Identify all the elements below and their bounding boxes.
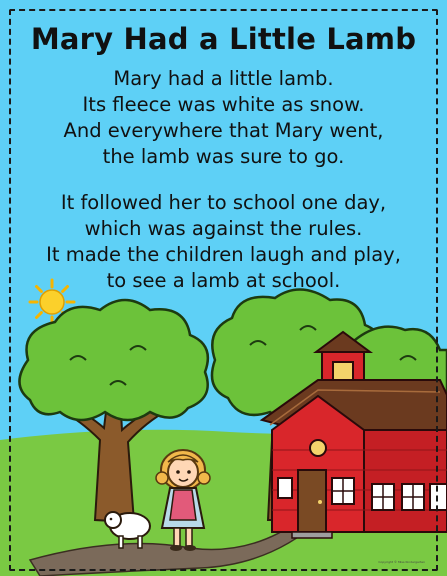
poem-line: Its fleece was white as snow. (82, 93, 365, 116)
poem-line: It made the children laugh and play, (46, 243, 401, 266)
stanza-1 (10, 66, 437, 170)
poem-line: the lamb was sure to go. (102, 145, 345, 168)
stanza-2 (10, 190, 437, 294)
copyright-text: Copyright © Miss Kindergarten (378, 560, 425, 564)
poem-line: Mary had a little lamb. (113, 67, 334, 90)
poem-line: which was against the rules. (84, 217, 363, 240)
poem-line: It followed her to school one day, (60, 191, 387, 214)
poem-line: to see a lamb at school. (106, 269, 341, 292)
poem-line: And everywhere that Mary went, (63, 119, 384, 142)
poem-title: Mary Had a Little Lamb (30, 22, 417, 56)
